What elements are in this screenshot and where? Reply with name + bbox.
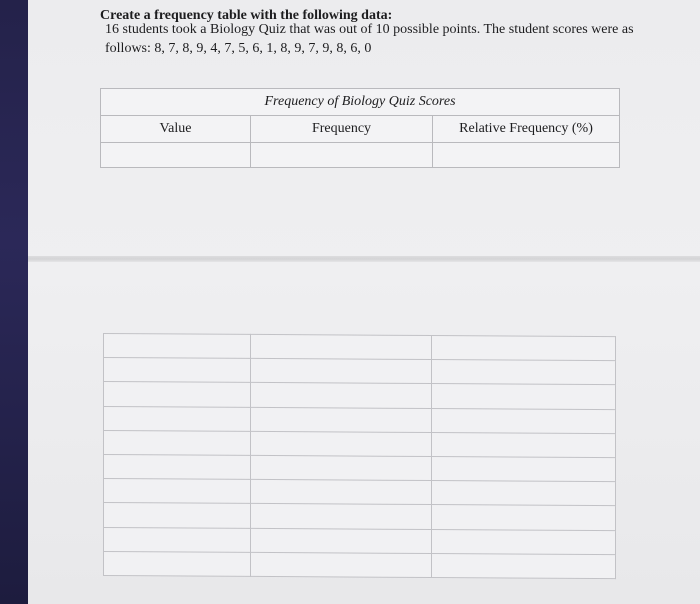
question-body xyxy=(105,20,634,58)
empty-cell[interactable] xyxy=(251,407,432,432)
empty-cell[interactable] xyxy=(104,382,251,407)
empty-cell[interactable] xyxy=(104,454,251,479)
table-row xyxy=(104,334,616,361)
empty-cell[interactable] xyxy=(432,408,616,433)
table-caption: Frequency of Biology Quiz Scores xyxy=(101,89,620,116)
header-frequency: Frequency xyxy=(251,116,433,143)
empty-cell[interactable] xyxy=(251,552,432,577)
answer-grid-wrapper xyxy=(103,333,615,579)
table-row xyxy=(104,382,616,409)
empty-cell[interactable] xyxy=(104,430,251,455)
table-row xyxy=(104,479,616,506)
empty-cell[interactable] xyxy=(251,143,433,168)
table-row xyxy=(104,406,616,433)
empty-cell[interactable] xyxy=(251,480,432,505)
empty-cell[interactable] xyxy=(432,481,616,506)
empty-cell[interactable] xyxy=(432,384,616,409)
empty-cell[interactable] xyxy=(432,360,616,385)
header-relative-frequency: Relative Frequency (%) xyxy=(433,116,620,143)
empty-cell[interactable] xyxy=(432,336,616,361)
empty-cell[interactable] xyxy=(251,359,432,384)
empty-cell[interactable] xyxy=(104,527,251,552)
frequency-table xyxy=(100,88,620,168)
empty-cell[interactable] xyxy=(104,358,251,383)
empty-cell[interactable] xyxy=(104,406,251,431)
empty-cell[interactable] xyxy=(251,383,432,408)
empty-cell[interactable] xyxy=(104,551,251,576)
empty-cell[interactable] xyxy=(251,504,432,529)
table-row xyxy=(104,551,616,578)
question-line-1: 16 students took a Biology Quiz that was out of 10 possible points. The student scores were as xyxy=(105,22,634,37)
empty-cell[interactable] xyxy=(104,334,251,359)
answer-grid xyxy=(103,333,616,579)
empty-cell[interactable] xyxy=(432,529,616,554)
empty-cell[interactable] xyxy=(251,528,432,553)
empty-cell[interactable] xyxy=(432,505,616,530)
empty-cell[interactable] xyxy=(432,456,616,481)
question-title: Create a frequency table with the following data: xyxy=(100,8,393,23)
table-row xyxy=(101,143,620,168)
table-row xyxy=(104,358,616,385)
empty-cell[interactable] xyxy=(101,143,251,168)
empty-cell[interactable] xyxy=(104,479,251,504)
question-line-2: follows: 8, 7, 8, 9, 4, 7, 5, 6, 1, 8, 9, 7, 9, 8, 6, 0 xyxy=(105,41,372,56)
empty-cell[interactable] xyxy=(104,503,251,528)
empty-cell[interactable] xyxy=(432,553,616,578)
table-row xyxy=(104,454,616,481)
empty-cell[interactable] xyxy=(251,431,432,456)
table-row xyxy=(104,430,616,457)
empty-cell[interactable] xyxy=(251,455,432,480)
empty-cell[interactable] xyxy=(433,143,620,168)
empty-cell[interactable] xyxy=(251,334,432,359)
table-row xyxy=(104,503,616,530)
empty-cell[interactable] xyxy=(432,432,616,457)
background-strip xyxy=(0,0,28,604)
table-row xyxy=(104,527,616,554)
header-value: Value xyxy=(101,116,251,143)
page-fold xyxy=(28,256,700,262)
